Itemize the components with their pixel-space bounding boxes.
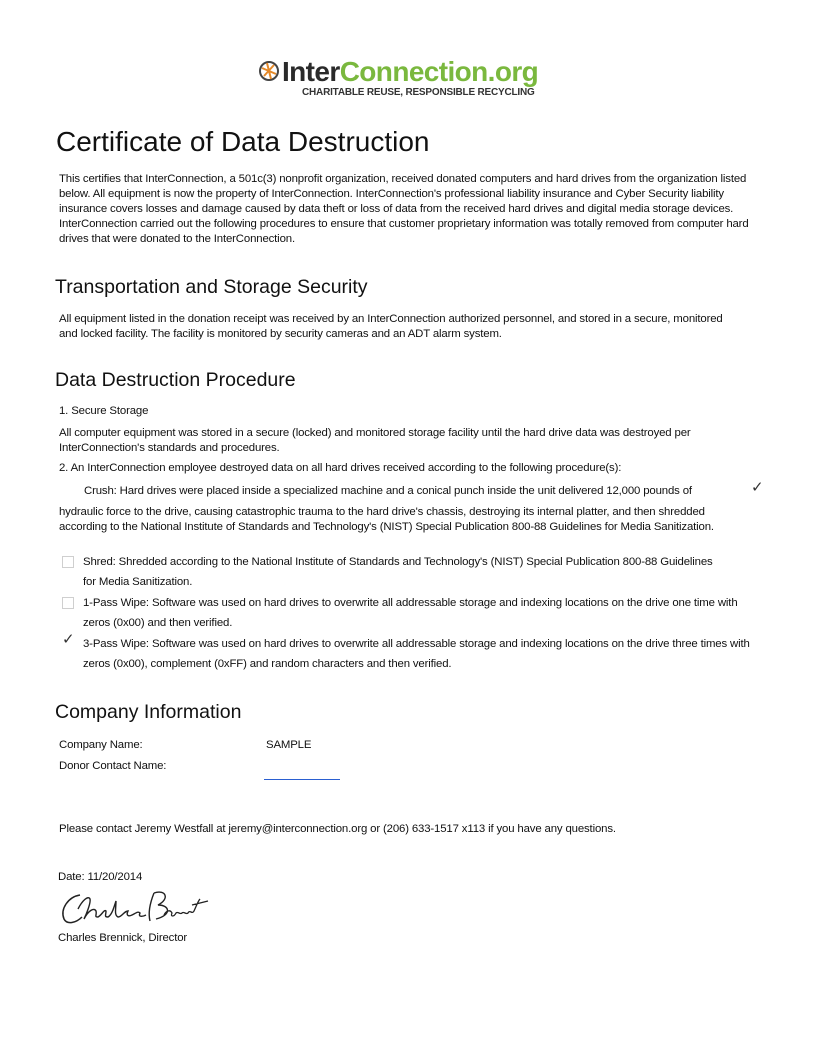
step1-label: 1. Secure Storage: [59, 405, 149, 417]
shred-option-text: Shred: Shredded according to the National Institute of Standards and Technology's (NIST) Special Publication 800-88 Guidelines for Media Sanitization.: [83, 556, 713, 588]
globe-logo-icon: [258, 60, 280, 82]
intro-paragraph: This certifies that InterConnection, a 501c(3) nonprofit organization, received donated computers and hard drives from the organization listed below. All equipment is now the property of InterConnection. InterConnection's professional liability insurance and Cyber Security liability insurance covers losses and damage caused by data theft or loss of data from the received hard drives and digital media storage devices. InterConnection carried out the following procedures to ensure that customer proprietary information was totally removed from computer hard drives that were donated to the InterConnection.: [59, 173, 749, 245]
company-heading: Company Information: [55, 701, 242, 723]
donor-contact-label: Donor Contact Name:: [59, 760, 167, 772]
contact-line: Please contact Jeremy Westfall at jeremy@interconnection.org or (206) 633-1517 x113 if you have any questions.: [59, 823, 616, 835]
crush-option-label: Crush: Hard drives were placed inside a specialized machine and a conical punch inside the unit delivered 12,000 pounds of: [84, 485, 692, 497]
interconnection-logo: [256, 58, 566, 100]
pass1-checkbox[interactable]: [62, 597, 74, 609]
signer-name: Charles Brennick, Director: [58, 932, 188, 944]
pass3-checkbox-checked[interactable]: ✓: [62, 631, 75, 648]
logo-tagline: CHARITABLE REUSE, RESPONSIBLE RECYCLING: [302, 87, 535, 98]
procedure-heading: Data Destruction Procedure: [55, 369, 296, 391]
company-name-value: SAMPLE: [266, 739, 312, 751]
crush-option-text: hydraulic force to the drive, causing catastrophic trauma to the hard drive's chassis, destroying its internal platter, and then shredded according to the National Institute of Standards and Technology's (NIST) Special Publication 800-88 Guidelines for Media Sanitization.: [59, 506, 714, 533]
signature-image: [58, 887, 210, 929]
logo-wordmark: [282, 56, 538, 88]
donor-contact-field[interactable]: [264, 779, 340, 780]
crush-checkbox-checked[interactable]: ✓: [751, 479, 764, 496]
step1-text: All computer equipment was stored in a secure (locked) and monitored storage facility until the hard drive data was destroyed per InterConnection's standards and procedures.: [59, 427, 691, 454]
logo-name-part1: Inter: [282, 56, 340, 87]
logo-name-part2: Connection.org: [339, 56, 539, 87]
shred-checkbox[interactable]: [62, 556, 74, 568]
transport-paragraph: All equipment listed in the donation receipt was received by an InterConnection authorized personnel, and stored in a secure, monitored and locked facility. The facility is monitored by security cameras and an ADT alarm system.: [59, 313, 723, 340]
transport-heading: Transportation and Storage Security: [55, 276, 368, 298]
date-line: Date: 11/20/2014: [58, 871, 143, 883]
pass3-option-text: 3-Pass Wipe: Software was used on hard drives to overwrite all addressable storage and indexing locations on the drive three times with zeros (0x00), complement (0xFF) and random characters and then verified.: [83, 638, 750, 670]
step2-label: 2. An InterConnection employee destroyed data on all hard drives received according to the following procedure(s):: [59, 462, 622, 474]
company-name-label: Company Name:: [59, 739, 143, 751]
pass1-option-text: 1-Pass Wipe: Software was used on hard drives to overwrite all addressable storage and indexing locations on the drive one time with zeros (0x00) and then verified.: [83, 597, 738, 629]
document-title: Certificate of Data Destruction: [56, 126, 430, 157]
